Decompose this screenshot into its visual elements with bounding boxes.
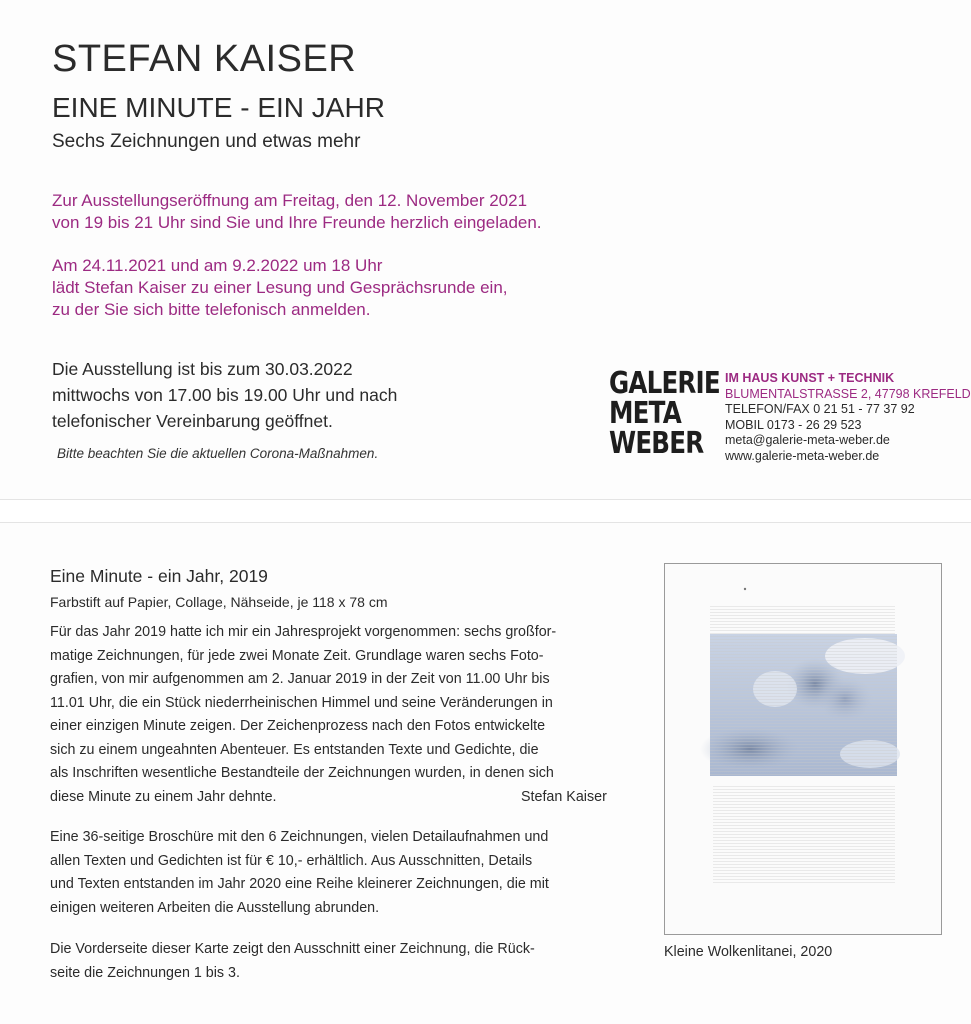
opening-line: Zur Ausstellungseröffnung am Freitag, den 12. November 2021 <box>52 191 528 210</box>
logo-line: META <box>609 396 681 431</box>
opening-line: von 19 bis 21 Uhr sind Sie und Ihre Freunde herzlich eingeladen. <box>52 213 542 232</box>
text-line: seite die Zeichnungen 1 bis 3. <box>50 964 240 981</box>
text-line: 11.01 Uhr, die ein Stück niederrheinischen Himmel und seine Veränderungen in <box>50 694 553 711</box>
hours-line: mittwochs von 17.00 bis 19.00 Uhr und nach <box>52 385 398 405</box>
card-edge-top <box>0 499 971 500</box>
text-line: Die Vorderseite dieser Karte zeigt den Ausschnitt einer Zeichnung, die Rück- <box>50 941 535 957</box>
text-line: sich zu einem ungeahnten Abenteuer. Es entstanden Texte und Gedichte, die <box>50 741 539 758</box>
text-line: einigen weiteren Arbeiten die Ausstellung abrunden. <box>50 899 380 916</box>
text-line: grafien, von mir aufgenommen am 2. Januar 2019 in der Zeit von 11.00 Uhr bis <box>50 671 550 687</box>
text-inscription <box>713 784 895 884</box>
artist-name: STEFAN KAISER <box>52 38 357 80</box>
gallery-phone: TELEFON/FAX 0 21 51 - 77 37 92 <box>725 402 915 416</box>
artwork-frame <box>664 563 942 935</box>
reading-line: lädt Stefan Kaiser zu einer Lesung und Gesprächsrunde ein, <box>52 278 508 297</box>
text-line: Eine 36-seitige Broschüre mit den 6 Zeichnungen, vielen Detailaufnahmen und <box>50 829 549 845</box>
text-line: Für das Jahr 2019 hatte ich mir ein Jahresprojekt vorgenommen: sechs großfor- <box>50 624 557 640</box>
hours-line: Die Ausstellung ist bis zum 30.03.2022 <box>52 359 353 379</box>
signature: Stefan Kaiser <box>521 788 607 805</box>
exhibition-subtitle: Sechs Zeichnungen und etwas mehr <box>52 131 361 152</box>
logo-line: WEBER <box>609 426 704 461</box>
gallery-house: IM HAUS KUNST + TECHNIK <box>725 371 895 385</box>
hours-line: telefonischer Vereinbarung geöffnet. <box>52 411 333 431</box>
work-title: Eine Minute - ein Jahr, 2019 <box>50 566 268 586</box>
description-paragraph-2 <box>50 826 650 920</box>
exhibition-title: EINE MINUTE - EIN JAHR <box>52 92 385 123</box>
artwork-image <box>665 564 941 934</box>
gallery-mobile: MOBIL 0173 - 26 29 523 <box>725 417 862 432</box>
text-line <box>50 786 650 810</box>
card-edge-bottom <box>0 522 971 523</box>
reading-line: Am 24.11.2021 und am 9.2.2022 um 18 Uhr <box>52 256 383 275</box>
corona-note: Bitte beachten Sie die aktuellen Corona-Maßnahmen. <box>57 446 379 461</box>
gallery-website[interactable]: www.galerie-meta-weber.de <box>725 448 880 463</box>
text-line: matige Zeichnungen, für jede zwei Monate Zeit. Grundlage waren sechs Foto- <box>50 647 544 664</box>
opening-invitation <box>52 190 542 234</box>
logo-line: GALERIE <box>609 366 720 401</box>
reading-line: zu der Sie sich bitte telefonisch anmelden. <box>52 300 371 319</box>
text-line-content: diese Minute zu einem Jahr dehnte. <box>50 788 277 805</box>
gallery-logo <box>609 366 720 461</box>
gallery-address <box>725 371 971 464</box>
text-line: allen Texten und Gedichten ist für € 10,- erhältlich. Aus Ausschnitten, Details <box>50 852 533 869</box>
card-gap <box>0 500 971 522</box>
reading-invitation <box>52 255 508 321</box>
opening-hours <box>52 356 397 434</box>
text-line: als Inschriften wesentliche Bestandteile der Zeichnungen wurden, in denen sich <box>50 765 554 781</box>
gallery-email[interactable]: meta@galerie-meta-weber.de <box>725 433 890 447</box>
description-paragraph-3 <box>50 938 650 985</box>
artwork-caption: Kleine Wolkenlitanei, 2020 <box>664 944 833 960</box>
gallery-street: BLUMENTALSTRASSE 2, 47798 KREFELD <box>725 386 971 401</box>
description-paragraph-1 <box>50 621 650 809</box>
text-line: einer einzigen Minute zeigen. Der Zeichenprozess nach den Fotos entwickelte <box>50 718 546 734</box>
text-line: und Texten entstanden im Jahr 2020 eine Reihe kleinerer Zeichnungen, die mit <box>50 876 549 892</box>
work-medium: Farbstift auf Papier, Collage, Nähseide, je 118 x 78 cm <box>50 594 388 610</box>
